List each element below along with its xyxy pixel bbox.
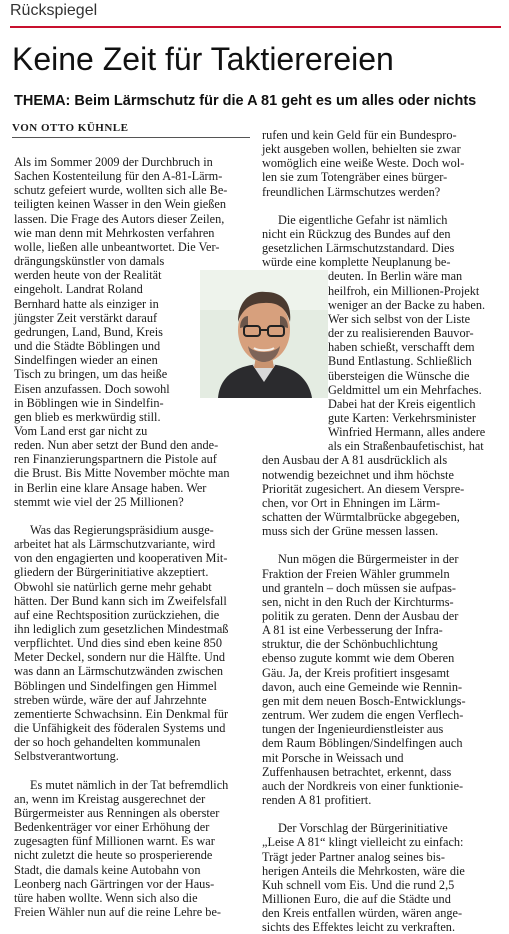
text-line: und die Städte Böblingen und (14, 339, 161, 354)
text-line: der zu realisierenden Bauvor- (328, 326, 474, 341)
text-line: schatten der Würmtalbrücke abgegeben, (262, 510, 460, 525)
text-line: eingeholt. Landrat Roland (14, 282, 143, 297)
text-line: die Unfähigkeit des föderalen Systems und (14, 721, 226, 736)
text-line: stemmt wie viel der 25 Millionen? (14, 494, 184, 509)
paragraph (14, 523, 250, 764)
text-line: notwendig bezeichnet und ihm höchste (262, 467, 454, 482)
text-line: muss sich der Grüne messen lassen. (262, 524, 439, 539)
text-line: Dabei hat der Kreis eigentlich (328, 396, 476, 411)
text-line: haben schießt, verschafft dem (328, 340, 475, 355)
text-line: gen blieb es merkwürdig still. (14, 409, 161, 424)
text-line: Zuffenhausen betrachtet, erkennt, dass (262, 764, 452, 779)
text-line: davon, auch eine Gemeinde wie Rennin- (262, 679, 463, 694)
text-line: Die eigentliche Gefahr ist nämlich (278, 212, 448, 227)
text-line: Stadt, die damals keine Autobahn von (14, 862, 201, 877)
text-line: auf eine Rechtsposition zurückziehen, die (14, 607, 220, 622)
text-line: Millionen Euro, die auf die Städte und (262, 891, 451, 906)
text-line: was dann an Lärmschutzwänden zwischen (14, 664, 223, 679)
text-line: struktur, die der Schönbuchlichtung (262, 637, 438, 652)
text-line: gliedern der Bürgerinitiative akzeptiert. (14, 565, 209, 580)
text-line: A 81 ist eine Verbesserung der Infra- (262, 623, 443, 638)
text-line: Als im Sommer 2009 der Durchbruch in (14, 155, 213, 169)
text-line: den Kreis entfallen würden, wären ange- (262, 906, 463, 921)
text-line: Winfried Hermann, alles andere (328, 425, 486, 440)
text-line: sen, nicht in den Ruch der Kirchturms- (262, 594, 454, 609)
text-line: freundlichen Lärmschutzes werden? (262, 184, 441, 199)
text-line: ren Finanzierungspartnern die Pistole auf (14, 452, 217, 467)
text-line: heilfroh, ein Millionen-Projekt (328, 283, 480, 298)
text-line: Der Vorschlag der Bürgerinitiative (278, 821, 448, 836)
author-portrait-photo (200, 270, 328, 398)
text-line: der so hoch gehandelten kommunalen (14, 735, 201, 750)
text-line: Selbstverantwortung. (14, 749, 119, 764)
text-line: als ein Straßenbaufetischist, hat (328, 439, 484, 454)
text-line: Leonberg nach Gärtringen vor der Haus- (14, 876, 215, 891)
text-line: in Böblingen wie in Sindelfin- (14, 395, 164, 410)
text-line: Sachen Kostenteilung für den A-81-Lärm- (14, 169, 223, 184)
text-line: herigen Anteils die Mehrkosten, wäre die (262, 863, 465, 878)
text-line: Obwohl sie natürlich gerne mehr gehabt (14, 579, 212, 594)
text-line: tungen der Ingenieurdienstleister aus (262, 722, 444, 737)
text-line: Priorität zugesichert. An diesem Verspre- (262, 481, 465, 496)
text-line: wolle, ließen alle unbeantwortet. Die Ver- (14, 239, 220, 254)
text-line: gute Karten: Verkehrsminister (328, 410, 476, 425)
text-line: schutz gefeiert wurde, wollten sich alle Be- (14, 183, 228, 198)
text-line: hätten. Der Bund kann sich im Zweifelsfall (14, 593, 227, 608)
text-line: streben würde, wäre der auf Jahrzehnte (14, 692, 207, 707)
text-line: die Brust. Bis Mitte November möchte man (14, 466, 230, 481)
text-line: an, wenn im Kreistag ausgerechnet der (14, 791, 206, 806)
text-line: sichts des Effektes leicht zu verkraften. (262, 920, 456, 934)
text-line: Gäu. Ja, der Kreis profitiert insgesamt (262, 665, 450, 680)
text-line: gen mit dem neuen Bosch-Entwicklungs- (262, 693, 466, 708)
text-line: Vom Land erst gar nicht zu (14, 423, 148, 438)
text-line: nicht zuletzt die heute so prosperierende (14, 848, 213, 863)
text-line: „Leise A 81“ klingt vielleicht zu einfach: (262, 835, 464, 850)
text-line: Kuh schnell vom Eis. Und die rund 2,5 (262, 877, 455, 892)
text-line: Geldmittel um ein Mehrfaches. (328, 382, 482, 397)
text-line: Es mutet nämlich in der Tat befremdlich (30, 777, 229, 792)
text-line: zentrum. Wer zudem die engen Verflech- (262, 708, 464, 723)
text-line: übersteigen die Wünsche die (328, 368, 470, 383)
text-line: chen, vor Ort in Ehningen im Lärm- (262, 495, 440, 510)
kicker: THEMA: Beim Lärmschutz für die A 81 geht es um alles oder nichts (14, 93, 477, 109)
text-line: teiligten keinen Wasser in den Wein gießen (14, 197, 227, 212)
text-line: Bürgermeister aus Renningen als oberster (14, 805, 220, 820)
text-line: Nun mögen die Bürgermeister in der (278, 552, 459, 567)
text-line: jüngster Zeit verstärkt darauf (14, 310, 158, 325)
text-line: Freien Wähler nun auf die reine Lehre be- (14, 904, 222, 919)
paragraph (262, 128, 500, 199)
text-line: von den engagierten und kooperativen Mit- (14, 551, 228, 566)
text-line: reden. Nun aber setzt der Bund den ande- (14, 438, 219, 453)
text-line: Sindelfingen wieder an einen (14, 353, 158, 368)
text-line: weniger an der Backe zu haben. (328, 297, 486, 312)
text-line: zementierte Schwachsinn. Ein Denkmal für (14, 706, 229, 721)
text-line: Bedenkenträger vor einer Erhöhung der (14, 820, 210, 835)
text-line: ebenso zugute kommt wie dem Oberen (262, 651, 455, 666)
text-line: Trägt jeder Partner analog seines bis- (262, 849, 445, 864)
text-line: wie man denn mit Mehrkosten verfahren (14, 225, 215, 240)
text-line: lassen. Die Frage des Autors dieser Zeilen, (14, 211, 225, 226)
text-line: rufen und kein Geld für ein Bundespro- (262, 128, 457, 142)
text-line: den Ausbau der A 81 ausdrücklich als (262, 453, 448, 468)
text-line: türe haben wollte. Wenn sich also die (14, 890, 198, 905)
paragraph (262, 821, 500, 934)
byline: VON OTTO KÜHNLE (12, 122, 250, 138)
text-line: zugesagten fünf Millionen warnt. Es war (14, 834, 215, 849)
text-line: politik zu geraten. Denn der Ausbau der (262, 609, 459, 623)
text-line: Böblingen und Sindelfingen gen Himmel (14, 678, 217, 693)
text-line: und granteln – doch müssen sie aufpas- (262, 580, 456, 595)
text-line: Meter Deckel, sondern nur die Hälfte. Und (14, 650, 226, 665)
text-line: verpflichtet. Und dies sind eben keine 850 (14, 636, 222, 651)
text-line: deuten. In Berlin wäre man (328, 269, 463, 284)
text-line: womöglich eine weiße Weste. Doch wol- (262, 156, 465, 171)
text-line: Was das Regierungspräsidium ausge- (30, 522, 214, 537)
text-line: nicht ein Rückzug des Bundes auf den (262, 226, 451, 241)
text-line: gedrungen, Land, Bund, Kreis (14, 324, 163, 339)
text-line: Eisen anzufassen. Doch sowohl (14, 381, 170, 396)
text-line: Bund Entlastung. Schließlich (328, 354, 472, 369)
text-line: len sie zum Totengräber eines bürger- (262, 170, 448, 185)
text-line: ihn lediglich zum gesetzlichen Mindestmaß (14, 622, 229, 636)
text-line: in Berlin eine klare Ansage haben. Wer (14, 480, 207, 495)
text-line: Wer sich selbst von der Liste (328, 311, 471, 326)
text-line: würde eine komplette Neuplanung be- (262, 255, 451, 270)
text-line: arbeitet hat als Lärmschutzvariante, wird (14, 537, 216, 552)
text-line: gesetzlichen Lärmschutzstandard. Dies (262, 241, 455, 256)
right-column (262, 128, 500, 934)
text-line: Bernhard hatte als einziger in (14, 296, 159, 311)
text-line: auch der Nordkreis von einer funktionie- (262, 778, 464, 793)
section-rubric: Rückspiegel (10, 2, 98, 19)
text-line: drängungskünstler von damals (14, 254, 165, 269)
rubric-rule (10, 26, 501, 28)
text-line: dem Raum Böblingen/Sindelfingen auch (262, 736, 463, 751)
text-line: jekt ausgeben wollen, behielten sie zwar (262, 142, 461, 157)
headline: Keine Zeit für Taktierereien (12, 41, 394, 77)
text-line: mit Porsche in Weissach und (262, 750, 404, 765)
text-line: werden heute von der Realität (14, 268, 162, 283)
text-line: Tisch zu bringen, um das heiße (14, 367, 168, 382)
text-line: renden A 81 profitiert. (262, 793, 372, 808)
paragraph (262, 552, 500, 807)
text-line: Fraktion der Freien Wähler grummeln (262, 566, 450, 581)
